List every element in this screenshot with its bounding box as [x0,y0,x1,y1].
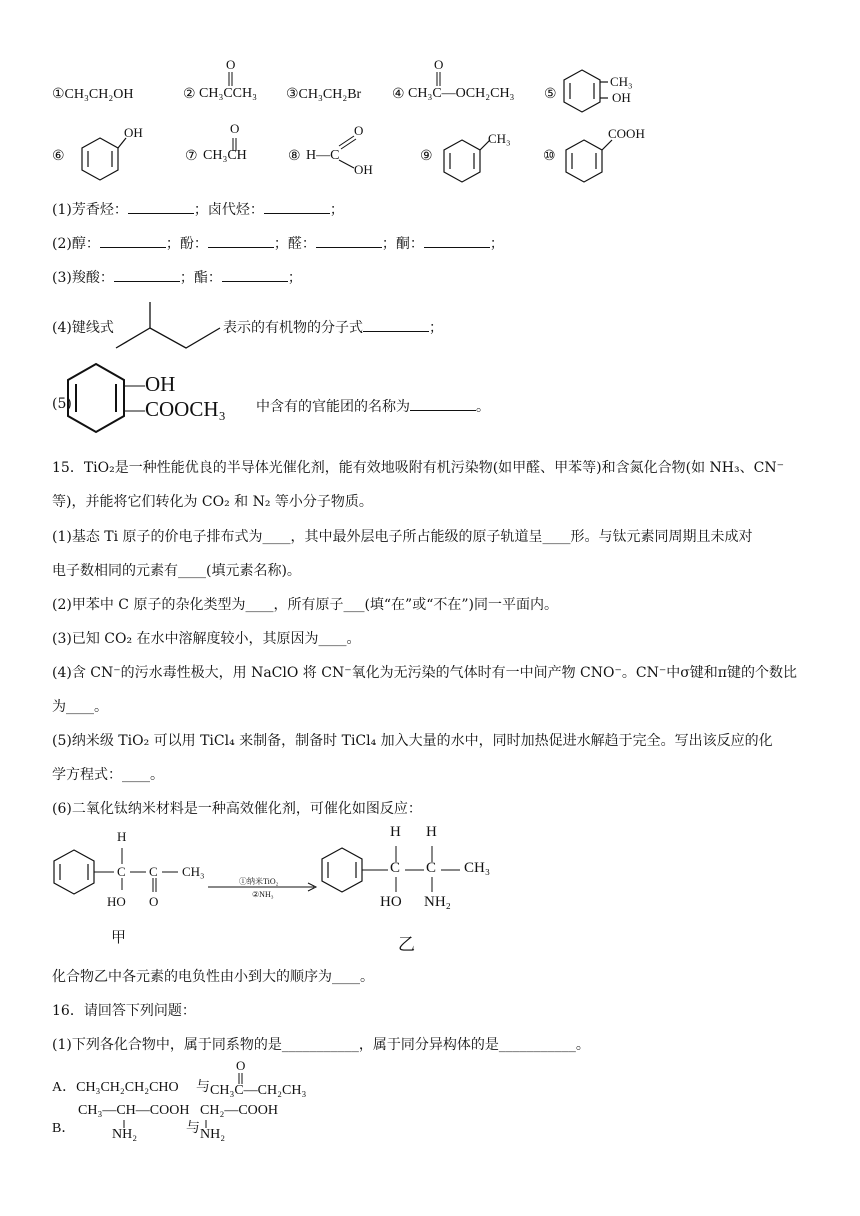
compound-8-oxygen: O [354,123,364,138]
q16-option-a-bonds [0,1060,860,1100]
q16-option-a-left: A．CH₃CH₂CH₂CHO [52,1080,179,1095]
compound-2: CH₃CCH₃ [199,86,257,101]
q16-option-a-right: CH₃C—CH₂CH₃ [210,1083,307,1098]
q14-part2-phenol-label: ；酚： [165,236,208,252]
compound-7-number: ⑦ [185,149,198,164]
q14-part2 [52,233,504,253]
q15-intro-line2: 等)，并能将它们转化为 CO₂ 和 N₂ 等小分子物质。 [52,494,373,510]
q14-part2-end: ； [489,236,504,252]
answer-blank-aldehyde[interactable] [316,233,382,248]
q15-part5-line1: (5)纳米级 TiO₂ 可以用 TiCl₄ 来制备，制备时 TiCl₄ 加入大量的水中，同时加热促进水解趋于完全。写出该反应的化 [52,733,773,749]
q15-part5-line2: 学方程式：____。 [52,767,164,783]
q14-part3-end: ； [287,270,302,286]
compound-10-carboxyl: COOH [608,126,645,141]
q15-part6: (6)二氧化钛纳米材料是一种高效催化剂，可催化如图反应： [52,801,422,817]
answer-blank-alcohol[interactable] [100,233,166,248]
answer-blank-functional-group[interactable] [410,396,476,411]
answer-blank-ketone[interactable] [424,233,490,248]
q16-option-b-left: CH₃—CH—COOH [78,1103,190,1118]
compound-7-oxygen: O [230,121,240,136]
q14-part4-formula-label: 表示的有机物的分子式 [223,320,363,336]
methyl-salicylate-ester: —COOCH₃ [124,397,226,421]
reactant-h: H [117,829,127,844]
label-yi: 乙 [398,935,415,954]
q14-part1-aromatic-label: (1)芳香烃： [52,202,128,218]
answer-blank-halide[interactable] [264,199,330,214]
reactant-benzene-ring [54,850,94,894]
product-benzene-ring [322,848,362,892]
compound-5-number: ⑤ [544,87,557,102]
product-c2: C [426,860,437,876]
q15-part6-question: 化合物乙中各元素的电负性由小到大的顺序为____。 [52,969,374,985]
q15-part4-line2: 为____。 [52,699,108,715]
product-h1: H [390,824,401,840]
q14-part2-ketone-label: ；酮： [381,236,424,252]
answer-blank-ester[interactable] [222,267,288,282]
compound-8-h-c: H—C [306,148,340,163]
reactant-c2: C [149,864,158,879]
compound-8-number: ⑧ [288,149,301,164]
compound-1: ①CH₃CH₂OH [52,87,134,102]
compound-2-oxygen: O [226,57,236,72]
compound-5-hydroxyl: OH [612,90,631,105]
compound-4-number: ④ [392,87,405,102]
answer-blank-formula[interactable] [363,317,429,332]
label-jia: 甲 [111,930,127,946]
q14-part4-end: ； [429,320,443,336]
q16-option-b-left-nh2: NH₂ [112,1127,138,1142]
q16-option-a-oxygen: O [236,1058,246,1073]
q16-option-a-with: 与 [196,1080,210,1095]
answer-blank-acid[interactable] [114,267,180,282]
product-ch3: CH₃ [464,860,491,876]
q15-part4-line1: (4)含 CN⁻的污水毒性极大，用 NaClO 将 CN⁻氧化为无污染的气体时有一中间产物 CNO⁻。CN⁻中σ键和π键的个数比 [52,665,797,681]
q14-part1-end: ； [329,202,344,218]
compound-2-number: ② [183,87,196,102]
reactant-c1: C [117,864,126,879]
q16-option-b-right: CH₂—COOH [200,1103,278,1118]
compound-4-oxygen: O [434,57,444,72]
q15-part2: (2)甲苯中 C 原子的杂化类型为____，所有原子___(填“在”或“不在”)同一平面内。 [52,597,558,613]
q14-part5-group-label: 中含有的官能团的名称为 [256,399,410,415]
q14-part3 [52,267,302,287]
compound-10-number: ⑩ [543,149,556,164]
methyl-salicylate-hydroxyl: —OH [124,372,176,396]
skeletal-formula [110,298,230,356]
product-c1: C [390,860,401,876]
q14-part2-alcohol-label: (2)醇： [52,236,100,252]
answer-blank-phenol[interactable] [208,233,274,248]
q14-part5-text [256,396,490,416]
compound-9-number: ⑨ [420,149,433,164]
reactant-o: O [149,894,159,909]
q14-part4-label: (4)键线式 [52,320,114,336]
q15-part1-line2: 电子数相同的元素有____(填元素名称)。 [52,563,301,579]
compound-4: CH₃C—OCH₂CH₃ [408,86,515,101]
compound-3: ③CH₃CH₂Br [286,87,362,102]
reaction-condition-1: ①纳米TiO₂ [239,877,279,886]
compound-5-benzene-ring [560,68,610,114]
reactant-ch3: CH₃ [182,864,205,879]
q16-part1: (1)下列各化合物中，属于同系物的是___________，属于同分异构体的是___________。 [52,1037,590,1053]
reaction-condition-2: ②NH₃ [252,890,274,899]
answer-blank-aromatic[interactable] [128,199,194,214]
q14-part5-label: (5) [52,396,72,412]
compound-8-hydroxyl: OH [354,162,373,177]
compound-5-methyl: CH₃ [610,74,633,89]
q14-part3-acid-label: (3)羧酸： [52,270,114,286]
q14-part1-halide-label: ；卤代烃： [193,202,264,218]
compound-9-methyl: CH₃ [488,131,511,146]
q14-part2-aldehyde-label: ；醛： [273,236,316,252]
product-nh2: NH₂ [424,894,451,910]
reactant-ho: HO [107,894,126,909]
product-ho: HO [380,894,402,910]
q16-option-b-with: 与 [186,1121,200,1136]
q14-part3-ester-label: ；酯： [179,270,222,286]
q14-part1 [52,199,344,219]
product-h2: H [426,824,437,840]
q15-part3: (3)已知 CO₂ 在水中溶解度较小，其原因为____。 [52,631,361,647]
q14-part5-end: 。 [476,399,490,415]
q15-intro-line1: 15．TiO₂是一种性能优良的半导体光催化剂，能有效地吸附有机污染物(如甲醛、甲苯等)和含氮化合物(如 NH₃、CN⁻ [52,460,784,476]
q15-part1-line1: (1)基态 Ti 原子的价电子排布式为____，其中最外层电子所占能级的原子轨道呈____形。与钛元素同周期且未成对 [52,529,753,545]
q16-option-b-label: B． [52,1121,76,1136]
reaction-diagram [0,820,860,960]
compound-7: CH₃CH [203,148,247,163]
q14-part4-text [223,317,443,337]
compound-6-number: ⑥ [52,149,65,164]
compound-6-hydroxyl: OH [124,125,143,140]
q16-intro: 16．请回答下列问题： [52,1003,196,1019]
q16-option-b-right-nh2: NH₂ [200,1127,226,1142]
